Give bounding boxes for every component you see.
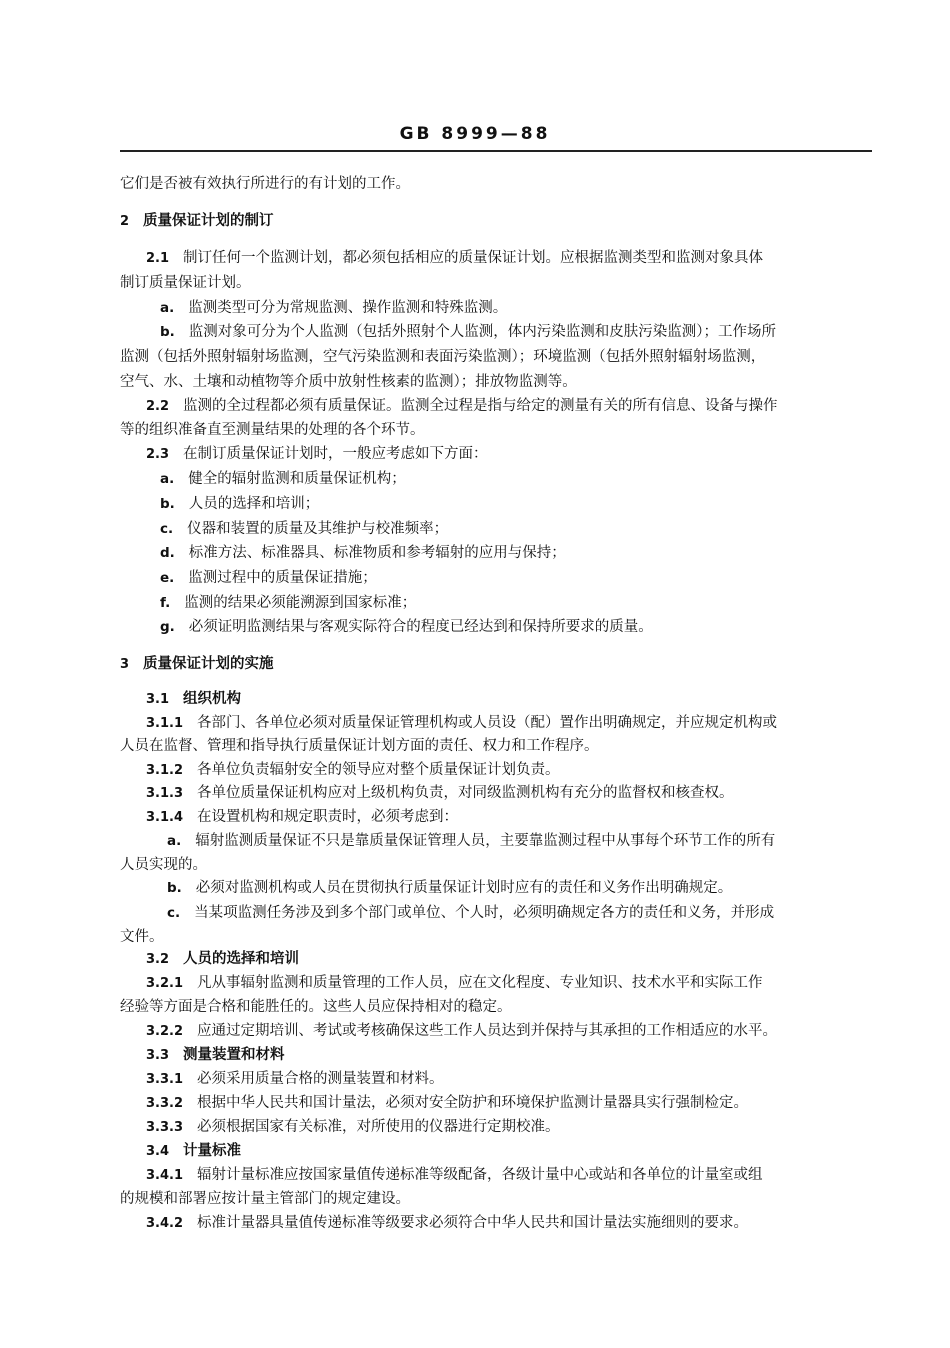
- clause-3-4-1: 3.4.1 辐射计量标准应按国家量值传递标准等级配备，各级计量中心或站和各单位的计量室或组: [146, 1167, 763, 1183]
- clause-3-2-2: 3.2.2 应通过定期培训、考试或考核确保这些工作人员达到并保持与其承担的工作相适应的水平。: [146, 1023, 778, 1039]
- subsection-heading-3-4: 3.4 计量标准: [146, 1143, 242, 1159]
- text-line: 的规模和部署应按计量主管部门的规定建设。: [120, 1191, 410, 1207]
- clause-3-4-2: 3.4.2 标准计量器具量值传递标准等级要求必须符合中华人民共和国计量法实施细则的要求。: [146, 1215, 749, 1231]
- text-line: 文件。: [120, 929, 164, 945]
- list-item-c: c. 当某项监测任务涉及到多个部门或单位、个人时，必须明确规定各方的责任和义务，并形成: [167, 905, 775, 921]
- subsection-heading-3-1: 3.1 组织机构: [146, 691, 242, 707]
- clause-3-1-4: 3.1.4 在设置机构和规定职责时，必须考虑到：: [146, 809, 459, 825]
- text-line: 人员在监督、管理和指导执行质量保证计划方面的责任、权力和工作程序。: [120, 738, 599, 754]
- clause-2-1: 2.1 制订任何一个监测计划，都必须包括相应的质量保证计划。应根据监测类型和监测对象具体: [146, 250, 764, 266]
- text-line: 经验等方面是合格和能胜任的。这些人员应保持相对的稳定。: [120, 999, 512, 1015]
- list-item-e: e. 监测过程中的质量保证措施；: [160, 570, 377, 586]
- text-line: 制订质量保证计划。: [120, 275, 251, 291]
- section-heading-2: 2 质量保证计划的制订: [120, 213, 274, 229]
- clause-3-1-2: 3.1.2 各单位负责辐射安全的领导应对整个质量保证计划负责。: [146, 762, 560, 778]
- list-item-b: b. 必须对监测机构或人员在贯彻执行质量保证计划时应有的责任和义务作出明确规定。: [167, 880, 733, 896]
- text-line: 监测（包括外照射辐射场监测，空气污染监测和表面污染监测）；环境监测（包括外照射辐射场监测，: [120, 349, 766, 365]
- clause-2-2: 2.2 监测的全过程都必须有质量保证。监测全过程是指与给定的测量有关的所有信息、设备与操作: [146, 398, 778, 414]
- list-item-g: g. 必须证明监测结果与客观实际符合的程度已经达到和保持所要求的质量。: [160, 619, 653, 635]
- text-line: 人员实现的。: [120, 857, 207, 873]
- section-heading-3: 3 质量保证计划的实施: [120, 656, 274, 672]
- clause-2-3: 2.3 在制订质量保证计划时，一般应考虑如下方面：: [146, 446, 488, 462]
- standard-code-header: GB 8999—88: [399, 124, 551, 144]
- list-item-f: f. 监测的结果必须能溯源到国家标准；: [160, 595, 417, 611]
- list-item-a: a. 健全的辐射监测和质量保证机构；: [160, 471, 406, 487]
- clause-3-1-1: 3.1.1 各部门、各单位必须对质量保证管理机构或人员设（配）置作出明确规定，并应规定机构或: [146, 715, 778, 731]
- clause-3-3-1: 3.3.1 必须采用质量合格的测量装置和材料。: [146, 1071, 444, 1087]
- list-item-a: a. 辐射监测质量保证不只是靠质量保证管理人员，主要靠监测过程中从事每个环节工作的所有: [167, 833, 776, 849]
- list-item-c: c. 仪器和装置的质量及其维护与校准频率；: [160, 521, 449, 537]
- clause-3-2-1: 3.2.1 凡从事辐射监测和质量管理的工作人员，应在文化程度、专业知识、技术水平和实际工作: [146, 975, 763, 991]
- clause-3-1-3: 3.1.3 各单位质量保证机构应对上级机构负责，对同级监测机构有充分的监督权和核查权。: [146, 785, 734, 801]
- text-line: 空气、水、土壤和动植物等介质中放射性核素的监测）；排放物监测等。: [120, 374, 577, 390]
- subsection-heading-3-2: 3.2 人员的选择和培训: [146, 951, 300, 967]
- list-item-b: b. 人员的选择和培训；: [160, 496, 320, 512]
- text-line: 它们是否被有效执行所进行的有计划的工作。: [120, 176, 410, 192]
- list-item-b: b. 监测对象可分为个人监测（包括外照射个人监测，体内污染监测和皮肤污染监测）；工作场所: [160, 324, 777, 340]
- clause-3-3-3: 3.3.3 必须根据国家有关标准，对所使用的仪器进行定期校准。: [146, 1119, 560, 1135]
- subsection-heading-3-3: 3.3 测量装置和材料: [146, 1047, 285, 1063]
- clause-3-3-2: 3.3.2 根据中华人民共和国计量法，必须对安全防护和环境保护监测计量器具实行强制检定。: [146, 1095, 749, 1111]
- list-item-d: d. 标准方法、标准器具、标准物质和参考辐射的应用与保持；: [160, 545, 566, 561]
- header-rule: [120, 150, 872, 152]
- text-line: 等的组织准备直至测量结果的处理的各个环节。: [120, 422, 425, 438]
- list-item-a: a. 监测类型可分为常规监测、操作监测和特殊监测。: [160, 300, 508, 316]
